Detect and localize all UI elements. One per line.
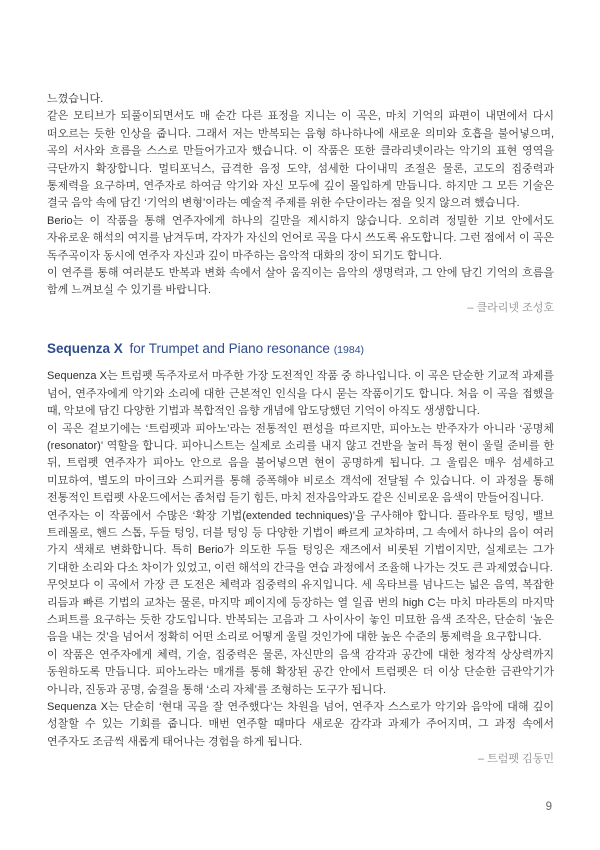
- paragraph: 느꼈습니다.: [47, 93, 104, 105]
- paragraph: Sequenza X는 트럼펫 독주자로서 마주한 가장 도전적인 작품 중 하나입니다. 이 곡은 단순한 기교적 과제를 넘어, 연주자에게 악기와 소리에 대한 근본적인 인식을 다시 묻는 작품이기도 합니다. 처음 이 곡을 접했을 때, 악보에 담긴 다양한 기법과 복합적인 음향 개념에 압도당했던 기억이 아직도 생생합니다.: [47, 370, 554, 418]
- trumpeter-signature: – 트럼펫 김동민: [478, 753, 554, 766]
- trumpet-note-section: [47, 368, 554, 768]
- program-notes: [47, 91, 554, 769]
- paragraph: 이 연주를 통해 여러분도 반복과 변화 속에서 살아 움직이는 음악의 생명력과, 그 안에 담긴 기억의 흐름을 함께 느껴보실 수 있기를 바랍니다.: [47, 267, 554, 297]
- paragraph: Berio는 이 작품을 통해 연주자에게 하나의 길만을 제시하지 않습니다. 오히려 정밀한 기보 안에서도 자유로운 해석의 여지를 남겨두며, 각자가 자신의 언어로 곡을 다시 쓰도록 유도합니다. 그런 점에서 이 곡은 독주곡이자 동시에 연주자 자신과 깊이 마주하는 음악적 대화의 장이 되기도 합니다.: [47, 214, 554, 262]
- paragraph: 연주자는 이 작품에서 수많은 ‘확장 기법(extended techniques)’을 구사해야 합니다. 플라우토 텅잉, 밸브 트레몰로, 핸드 스톱, 두들 텅잉, 더블 텅잉 등 다양한 기법이 빠르게 교차하며, 그 속에서 하나의 음이 여러 가지 색채로 변화합니다. 특히 Berio가 의도한 두들 텅잉은 재즈에서 비롯된 기법이지만, 실제로는 그가 기대한 소리와 다소 차이가 있었고, 이런 해석의 간극을 연습 과정에서 조율해 나가는 것도 큰 과제였습니다.: [47, 509, 554, 574]
- paragraph: 같은 모티브가 되풀이되면서도 매 순간 다른 표정을 지니는 이 곡은, 마치 기억의 파편이 내면에서 다시 떠오르는 듯한 인상을 줍니다. 그래서 저는 반복되는 음형 하나하나에 새로운 의미와 호흡을 불어넣으며, 곡의 서사와 흐름을 스스로 만들어가고자 했습니다. 이 작품은 또한 클라리넷이라는 악기의 표현 영역을 극단까지 확장합니다. 멀티포닉스, 급격한 음정 도약, 섬세한 다이내믹 조절은 물론, 고도의 집중력과 통제력을 요구하며, 연주자로 하여금 악기와 자신 모두에 깊이 몰입하게 만듭니다. 하지만 그 모든 기술은 결국 음악 속에 담긴 ‘기억의 변형’이라는 예술적 주제를 위한 수단이라는 점을 잊지 않으려 했습니다.: [47, 110, 554, 210]
- paragraph: 이 곡은 겉보기에는 ‘트럼펫과 피아노’라는 전통적인 편성을 따르지만, 피아노는 반주자가 아니라 ‘공명체(resonator)’ 역할을 합니다. 피아니스트는 실제로 소리를 내지 않고 건반을 눌러 특정 현이 울릴 준비를 한 뒤, 트럼펫 연주자가 피아노 안으로 음을 불어넣으면 현이 공명하게 됩니다. 그 울림은 매우 섬세하고 미묘하여, 별도의 마이크와 스피커를 통해 증폭해야 비로소 객석에 전달될 수 있습니다. 이 과정을 통해 전통적인 트럼펫 사운드에서는 좀처럼 듣기 힘든, 마치 전자음악과도 같은 신비로운 음색이 만들어집니다.: [47, 422, 554, 505]
- piece-title: Sequenza X: [47, 341, 123, 357]
- piece-year: (1984): [333, 344, 365, 357]
- clarinet-note-section: [47, 91, 554, 317]
- paragraph: 이 작품은 연주자에게 체력, 기술, 집중력은 물론, 자신만의 음색 감각과 공간에 대한 청각적 상상력까지 동원하도록 만듭니다. 피아노라는 매개를 통해 확장된 공간 안에서 트럼펫은 더 이상 단순한 금관악기가 아니라, 진동과 공명, 숨결을 통해 ‘소리 자체’를 조형하는 도구가 됩니다.: [47, 648, 554, 696]
- page-number: 9: [545, 801, 552, 813]
- clarinetist-signature: – 클라리넷 조성호: [467, 301, 554, 314]
- piece-subtitle: for Trumpet and Piano resonance: [129, 341, 330, 357]
- paragraph: 무엇보다 이 곡에서 가장 큰 도전은 체력과 집중력의 유지입니다. 세 옥타브를 넘나드는 넓은 음역, 복잡한 리듬과 빠른 기법의 교차는 물론, 마지막 페이지에 등장하는 열 일곱 번의 high C는 마치 마라톤의 마지막 스퍼트를 요구하는 듯한 강도입니다. 반복되는 고음과 그 사이사이 놓인 미묘한 음색 조작은, 단순히 ‘높은 음을 내는 것’을 넘어서 정확히 어떤 소리로 어떻게 울릴 것인가에 대한 높은 수준의 통제력을 요구합니다.: [47, 579, 554, 644]
- paragraph: Sequenza X는 단순히 ‘현대 곡을 잘 연주했다’는 차원을 넘어, 연주자 스스로가 악기와 음악에 대해 깊이 성찰할 수 있는 기회를 줍니다. 매번 연주할 때마다 새로운 감각과 과제가 주어지며, 그 과정 속에서 연주자도 조금씩 새롭게 태어나는 경험을 하게 됩니다.: [47, 701, 554, 748]
- piece-heading: [47, 340, 554, 359]
